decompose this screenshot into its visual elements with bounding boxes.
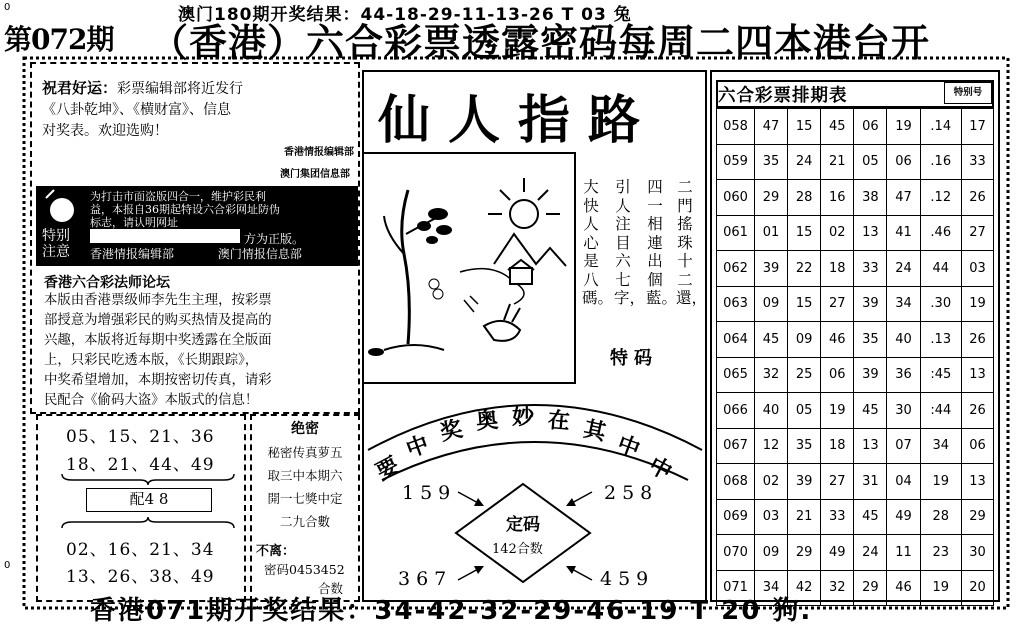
margin-mark-bottom: 0	[4, 560, 11, 571]
draw-number-cell: 01	[755, 215, 788, 251]
draw-number-cell: 15	[788, 215, 821, 251]
draw-number-cell: 32	[821, 570, 854, 606]
arc-char: 妙	[512, 404, 535, 430]
secret-heading: 绝密	[291, 421, 319, 437]
draw-number-cell: 39	[854, 357, 887, 393]
hongkong-draw-result: 香港071期开奖结果：34-42-32-29-46-19 T 20 狗.	[90, 596, 813, 624]
special-number-tag: 特别号	[944, 82, 992, 104]
combo-bottom-left: 367	[398, 568, 453, 590]
forum-line: 民配合《偷码大盗》本版式的信息！	[44, 393, 259, 408]
draw-number-cell: 45	[854, 499, 887, 535]
draw-number-cell: 12	[755, 428, 788, 464]
numbers-row-2: 18、21、44、49	[66, 455, 215, 475]
draw-number-cell: 40	[887, 322, 920, 358]
draw-number-cell: 21	[788, 499, 821, 535]
draw-number-cell: 13	[854, 428, 887, 464]
draw-issue-cell: 066	[717, 393, 755, 429]
secret-line: 二九合數	[279, 514, 330, 529]
draw-number-cell: 05	[788, 393, 821, 429]
notice-line-1: 为打击市面盗版四合一，维护彩民利	[90, 190, 266, 203]
draw-number-cell: 16	[821, 180, 854, 216]
greeting-line-2: 《八卦乾坤》、《横财富》、信息	[42, 102, 231, 118]
draw-number-cell: 38	[854, 180, 887, 216]
draw-number-cell: 22	[788, 251, 821, 287]
draw-special-cell: 30	[962, 535, 994, 571]
notice-line-3: 标志，请认明网址	[90, 216, 178, 229]
draw-special-cell: 03	[962, 251, 994, 287]
draw-number-cell: 24	[854, 535, 887, 571]
draw-number-cell: 09	[788, 322, 821, 358]
diamond-title: 定码	[506, 515, 540, 535]
draw-issue-cell: 069	[717, 499, 755, 535]
draw-number-cell: 27	[821, 464, 854, 500]
combo-top-right: 258	[604, 482, 659, 504]
arc-char: 其	[581, 415, 609, 446]
secret-line: 開一七獎中定	[267, 491, 343, 506]
combo-bottom-right: 459	[600, 568, 655, 590]
notice-label: 特别注意	[42, 228, 70, 260]
draw-number-cell: 39	[755, 251, 788, 287]
margin-mark-top: 0	[4, 2, 11, 13]
notice-sign-1: 香港情报编辑部	[90, 247, 175, 261]
numbers-row-1: 05、15、21、36	[66, 427, 215, 447]
big-title: 仙人指路	[378, 90, 659, 151]
pei-box: 配4 8	[86, 488, 212, 512]
draw-number-cell: 34	[887, 286, 920, 322]
draw-number-cell: 46	[821, 322, 854, 358]
macau-draw-result: 澳门180期开奖结果：44-18-29-11-13-26 T 03 兔	[178, 5, 632, 25]
draw-special-cell: 27	[962, 215, 994, 251]
draw-number-cell: 25	[788, 357, 821, 393]
secret-line: 取三中本期六	[267, 468, 343, 483]
draw-number-cell: 06	[887, 144, 920, 180]
draw-number-cell: 34	[920, 428, 961, 464]
draw-number-cell: 34	[755, 570, 788, 606]
combo-top-left: 159	[402, 482, 457, 504]
draw-number-cell: 19	[920, 464, 961, 500]
draw-number-cell: 21	[821, 144, 854, 180]
draw-special-cell: 29	[962, 499, 994, 535]
notice-sign-2: 澳门情报信息部	[217, 247, 302, 261]
draw-number-cell: 02	[755, 464, 788, 500]
draw-issue-cell: 062	[717, 251, 755, 287]
arc-char: 要	[371, 452, 404, 486]
draw-number-cell: .13	[920, 322, 961, 358]
draw-number-cell: .46	[920, 215, 961, 251]
draw-number-cell: :44	[920, 393, 961, 429]
secret-line: 秘密传真萝五	[267, 445, 343, 460]
draw-number-cell: 18	[821, 428, 854, 464]
draw-number-cell: 49	[821, 535, 854, 571]
draw-number-cell: 39	[854, 286, 887, 322]
draw-number-cell: 06	[821, 357, 854, 393]
secret-code: 密码0453452	[264, 562, 345, 577]
draw-number-cell: 40	[755, 393, 788, 429]
draw-number-cell: 28	[920, 499, 961, 535]
arc-char: 在	[546, 407, 571, 435]
secret-buli: 不离：	[256, 544, 296, 559]
draw-number-cell: 18	[821, 251, 854, 287]
draw-number-cell: 15	[788, 109, 821, 145]
draw-number-cell: 19	[821, 393, 854, 429]
notice-line-2: 益，本报自36期起特设六合彩网址防伪	[90, 203, 280, 216]
draw-special-cell: 13	[962, 464, 994, 500]
draw-number-cell: .14	[920, 109, 961, 145]
forum-line: 兴趣，本版将近每期中奖透露在全版面	[44, 333, 272, 348]
draw-number-cell: 45	[755, 322, 788, 358]
draw-number-cell: 45	[821, 109, 854, 145]
draw-number-cell: 33	[821, 499, 854, 535]
draw-number-cell: 42	[788, 570, 821, 606]
draw-number-cell: 32	[755, 357, 788, 393]
draw-number-cell: 24	[788, 144, 821, 180]
draw-number-cell: 05	[854, 144, 887, 180]
numbers-row-3: 02、16、21、34	[66, 540, 215, 560]
draw-number-cell: :45	[920, 357, 961, 393]
draw-special-cell: 26	[962, 393, 994, 429]
draw-issue-cell: 059	[717, 144, 755, 180]
forum-line: 上，只彩民吃透本版，《长期跟踪》，	[44, 353, 259, 368]
draw-number-cell: 47	[887, 180, 920, 216]
draw-special-cell: 33	[962, 144, 994, 180]
draw-number-cell: 33	[854, 251, 887, 287]
draw-number-cell: 09	[755, 535, 788, 571]
draw-number-cell: 06	[854, 109, 887, 145]
draw-number-cell: 23	[920, 535, 961, 571]
draw-number-cell: 09	[755, 286, 788, 322]
draw-number-cell: 19	[887, 109, 920, 145]
draw-number-cell: 28	[788, 180, 821, 216]
draw-number-cell: 29	[755, 180, 788, 216]
draw-special-cell: 26	[962, 180, 994, 216]
draw-number-cell: 13	[854, 215, 887, 251]
draw-number-cell: 04	[887, 464, 920, 500]
draw-special-cell: 06	[962, 428, 994, 464]
draw-special-cell: 17	[962, 109, 994, 145]
draw-number-cell: 15	[788, 286, 821, 322]
poem-column-3: 引人注目六七字，	[614, 178, 646, 307]
draw-number-cell: 29	[788, 535, 821, 571]
arc-char: 中	[644, 452, 677, 486]
notice-line-4: 方为正版。	[244, 232, 305, 246]
forum-line: 中奖希望增加，本期按密切传真，请彩	[44, 373, 272, 388]
arc-char: 中	[402, 430, 433, 463]
draw-issue-cell: 071	[717, 570, 755, 606]
draw-special-cell: 20	[962, 570, 994, 606]
tema-label: 特码	[610, 348, 658, 369]
greeting-signature-1: 香港情报编辑部	[284, 147, 354, 158]
draw-number-cell: .12	[920, 180, 961, 216]
greeting-line-1: 彩票编辑部将近发行	[117, 81, 244, 97]
draw-special-cell: 26	[962, 322, 994, 358]
issue-number: 第072期	[4, 23, 114, 56]
draw-number-cell: 35	[854, 322, 887, 358]
draw-number-cell: 29	[854, 570, 887, 606]
draw-issue-cell: 064	[717, 322, 755, 358]
draw-number-cell: 24	[887, 251, 920, 287]
greeting-line-3: 对奖表。欢迎选购！	[42, 123, 168, 139]
draw-issue-cell: 058	[717, 109, 755, 145]
page-border	[22, 56, 1012, 612]
draw-number-cell: 11	[887, 535, 920, 571]
forum-heading: 香港六合彩法师论坛	[44, 275, 170, 291]
draw-number-cell: .16	[920, 144, 961, 180]
diamond-subtitle: 142合数	[492, 542, 543, 557]
greeting-signature-2: 澳门集团信息部	[280, 169, 350, 180]
draw-issue-cell: 065	[717, 357, 755, 393]
draw-number-cell: 30	[887, 393, 920, 429]
draw-number-cell: 46	[887, 570, 920, 606]
draw-number-cell: 35	[755, 144, 788, 180]
draw-number-cell: 19	[920, 570, 961, 606]
page-title: （香港）六合彩票透露密码每周二四本港台开	[150, 20, 931, 65]
draw-number-cell: 44	[920, 251, 961, 287]
draw-number-cell: 47	[755, 109, 788, 145]
draw-number-cell: 49	[887, 499, 920, 535]
forum-line: 本版由香港票级师李先生主理，按彩票	[44, 293, 272, 308]
draw-special-cell: 13	[962, 357, 994, 393]
greeting-heading: 祝君好运：	[42, 79, 118, 97]
draw-number-cell: 35	[788, 428, 821, 464]
draw-number-cell: .30	[920, 286, 961, 322]
draw-number-cell: 31	[854, 464, 887, 500]
draw-issue-cell: 063	[717, 286, 755, 322]
draw-number-cell: 39	[788, 464, 821, 500]
draw-issue-cell: 068	[717, 464, 755, 500]
draw-number-cell: 07	[887, 428, 920, 464]
draw-issue-cell: 067	[717, 428, 755, 464]
draw-issue-cell: 061	[717, 215, 755, 251]
draw-special-cell: 19	[962, 286, 994, 322]
draw-number-cell: 27	[821, 286, 854, 322]
draw-number-cell: 36	[887, 357, 920, 393]
draw-number-cell: 02	[821, 215, 854, 251]
arc-char: 中	[613, 430, 644, 463]
poem-column-1: 二門搖珠十二還，	[676, 178, 708, 307]
draw-issue-cell: 060	[717, 180, 755, 216]
draw-number-cell: 45	[854, 393, 887, 429]
forum-line: 部授意为增强彩民的购买热情及提高的	[44, 313, 272, 328]
schedule-title: 六合彩票排期表	[718, 86, 848, 106]
poem-column-2: 四一相連出個藍。	[646, 178, 678, 307]
numbers-row-4: 13、26、38、49	[66, 567, 215, 587]
arc-char: 奖	[437, 415, 465, 446]
draw-number-cell: 41	[887, 215, 920, 251]
poem-column-4: 大快人心是八碼。	[582, 178, 614, 307]
arc-char: 奥	[475, 407, 500, 435]
secret-tail: 合数	[318, 581, 344, 596]
draw-number-cell: 03	[755, 499, 788, 535]
draw-issue-cell: 070	[717, 535, 755, 571]
